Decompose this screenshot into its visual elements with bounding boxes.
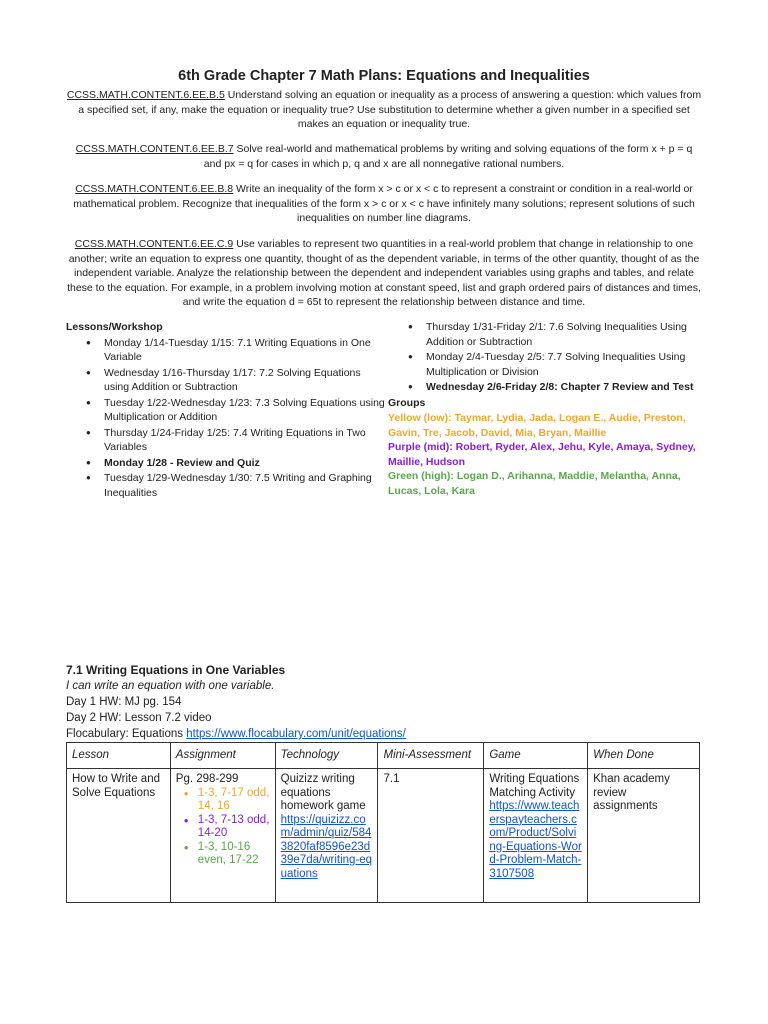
standard-text: Solve real-world and mathematical problems by writing and solving equations of the form x + p = q and px = q for cases in which p, q and x are all nonnegative rational numbers.: [203, 143, 693, 170]
lessons-columns: [66, 320, 702, 501]
column-header-when-done: When Done: [588, 743, 700, 769]
list-item: ● Thursday 1/24-Friday 1/25: 7.4 Writing Equations in Two Variables: [66, 426, 388, 455]
standard-paragraph: [66, 142, 702, 171]
list-item: ● Monday 1/14-Tuesday 1/15: 7.1 Writing Equations in One Variable: [66, 336, 388, 365]
technology-text: Quizizz writing equations homework game: [280, 773, 366, 812]
homework-day-1: Day 1 HW: MJ pg. 154: [66, 696, 182, 708]
cell-when-done: Khan academy review assignments: [588, 769, 700, 903]
lessons-right-column: [388, 320, 702, 501]
cell-assignment: [170, 769, 275, 903]
assignment-purple: ● 1-3, 7-13 odd, 14-20: [176, 814, 270, 841]
standard-paragraph: [66, 88, 702, 132]
column-header-assignment: Assignment: [170, 743, 275, 769]
standard-code-link[interactable]: CCSS.MATH.CONTENT.6.EE.C.9: [74, 238, 234, 250]
table-header-row: [67, 743, 700, 769]
list-item: ● Thursday 1/31-Friday 2/1: 7.6 Solving Inequalities Using Addition or Subtraction: [388, 320, 702, 349]
cell-lesson: How to Write and Solve Equations: [67, 769, 171, 903]
quizizz-link[interactable]: https://quizizz.com/admin/quiz/5843820faf8596e23d39e7da/writing-equations: [280, 813, 373, 880]
standard-code-link[interactable]: CCSS.MATH.CONTENT.6.EE.B.8: [75, 183, 234, 195]
lessons-list: [66, 336, 388, 501]
group-yellow: Yellow (low): Taymar, Lydia, Jada, Logan E., Audie, Preston, Gavin, Tre, Jacob, David, Mia, Bryan, Maillie: [388, 412, 686, 439]
column-header-mini-assessment: Mini-Assessment: [378, 743, 484, 769]
column-header-lesson: Lesson: [67, 743, 171, 769]
page-title: 6th Grade Chapter 7 Math Plans: Equations and Inequalities: [178, 68, 590, 84]
list-item: ● Wednesday 1/16-Thursday 1/17: 7.2 Solving Equations using Addition or Subtraction: [66, 366, 388, 395]
flocabulary-line: [66, 726, 706, 742]
section-heading: 7.1 Writing Equations in One Variables: [66, 663, 286, 677]
lesson-section: [66, 662, 706, 742]
list-item: ● Tuesday 1/29-Wednesday 1/30: 7.5 Writing and Graphing Inequalities: [66, 471, 388, 500]
groups-heading: Groups: [388, 396, 426, 409]
learning-objective: I can write an equation with one variable.: [66, 680, 275, 692]
lessons-heading: Lessons/Workshop: [66, 321, 163, 333]
assignment-page: Pg. 298-299: [175, 773, 239, 785]
assignment-list: [176, 787, 270, 868]
lessons-left-column: [66, 320, 388, 501]
standard-paragraph: [66, 237, 702, 310]
cell-technology: [275, 769, 378, 903]
homework-day-2: Day 2 HW: Lesson 7.2 video: [66, 712, 212, 724]
list-item: ● Tuesday 1/22-Wednesday 1/23: 7.3 Solving Equations using Multiplication or Addition: [66, 396, 388, 425]
standard-text: Understand solving an equation or inequality as a process of answering a question: which values from a specified set, if any, make the equation or inequality true? Use substitution to determine whether a given number in a specified set makes an equation or inequality true.: [78, 89, 702, 130]
assignment-yellow: ● 1-3, 7-17 odd, 14, 16: [176, 787, 270, 814]
column-header-game: Game: [484, 743, 588, 769]
standard-code-link[interactable]: CCSS.MATH.CONTENT.6.EE.B.5: [66, 89, 225, 101]
standard-paragraph: [66, 182, 702, 226]
game-link[interactable]: https://www.teacherspayteachers.com/Product/Solving-Equations-Word-Problem-Match-3107508: [489, 800, 582, 880]
column-header-technology: Technology: [275, 743, 378, 769]
standard-code-link[interactable]: CCSS.MATH.CONTENT.6.EE.B.7: [75, 143, 234, 155]
cell-game: [484, 769, 588, 903]
cell-mini-assessment: 7.1: [378, 769, 484, 903]
lessons-list: [388, 320, 702, 395]
list-item: ● Wednesday 2/6-Friday 2/8: Chapter 7 Review and Test: [388, 380, 702, 395]
standard-text: Write an inequality of the form x > c or x < c to represent a constraint or condition in a real-world or mathematical problem. Recognize that inequalities of the form x > c or x < c have infinitely many solutions; represent solutions of such inequalities on number line diagrams.: [73, 183, 695, 224]
list-item: ● Monday 2/4-Tuesday 2/5: 7.7 Solving Inequalities Using Multiplication or Division: [388, 350, 702, 379]
group-green: Green (high): Logan D., Arihanna, Maddie, Melantha, Anna, Lucas, Lola, Kara: [388, 470, 681, 497]
flocabulary-label: Flocabulary: Equations: [66, 728, 187, 740]
lesson-table: [66, 742, 700, 903]
list-item: ● Monday 1/28 - Review and Quiz: [66, 456, 388, 471]
table-row: [67, 769, 700, 903]
group-purple: Purple (mid): Robert, Ryder, Alex, Jehu, Kyle, Amaya, Sydney, Maillie, Hudson: [388, 441, 696, 468]
standard-text: Use variables to represent two quantities in a real-world problem that change in relationship to one another; write an equation to express one quantity, thought of as the dependent variable, in terms of the other quantity, thought of as the independent variable. Analyze the relationship between the dependent and independent variables using graphs and tables, and relate these to the equation. For example, in a problem involving motion at constant speed, list and graph ordered pairs of distances and times, and write the equation d = 65t to represent the relationship between distance and time.: [67, 238, 701, 308]
flocabulary-link[interactable]: https://www.flocabulary.com/unit/equations/: [186, 728, 406, 740]
game-text: Writing Equations Matching Activity: [489, 773, 580, 799]
assignment-green: ● 1-3, 10-16 even, 17-22: [176, 841, 270, 868]
